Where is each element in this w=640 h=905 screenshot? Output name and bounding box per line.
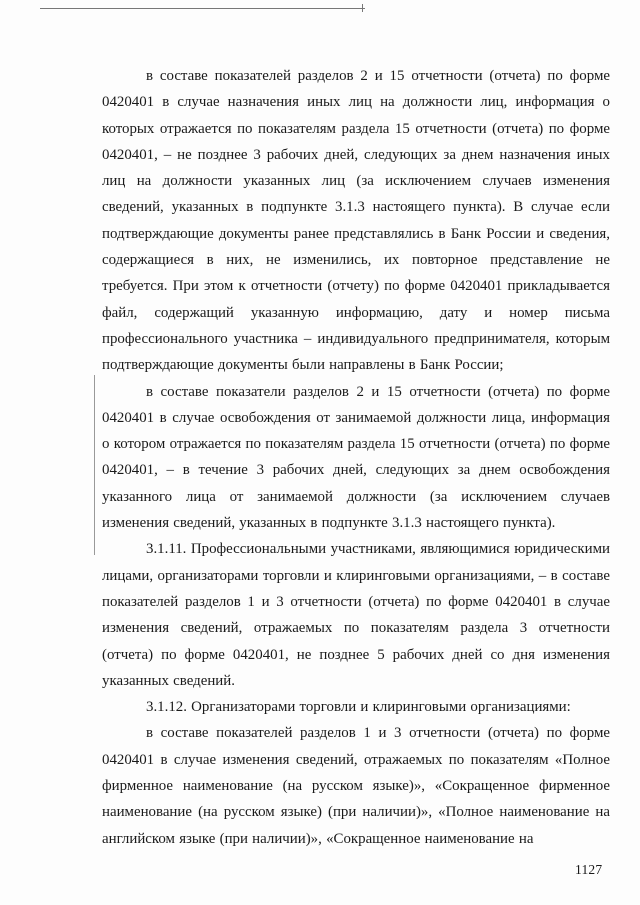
paragraph-2: в составе показатели разделов 2 и 15 отчетности (отчета) по форме 0420401 в случае освобождения от занимаемой должности лица, информация о котором отражается по показателям раздела 15 отчетности (отчета) по форме 0420401, – в течение 3 рабочих дней, следующих за днем освобождения указанного лица от занимаемой должности (за исключением случаев изменения сведений, указанных в подпункте 3.1.3 настоящего пункта).	[102, 383, 610, 532]
paragraph-5: в составе показателей разделов 1 и 3 отчетности (отчета) по форме 0420401 в случае изменения сведений, отражаемых по показателям «Полное фирменное наименование (на русском языке)», «Сокращенное фирменное наименование (на русском языке) (при наличии)», «Полное наименование на английском языке (при наличии)», «Сокращенное наименование на	[102, 725, 610, 847]
document-body	[102, 63, 610, 852]
page-number: 1127	[575, 862, 603, 877]
paragraph-1: в составе показателей разделов 2 и 15 отчетности (отчета) по форме 0420401 в случае назначения иных лиц на должности лиц, информация о которых отражается по показателям раздела 15 отчетности (отчета) по форме 0420401, – не позднее 3 рабочих дней, следующих за днем назначения иных лиц на должности указанных лиц (за исключением случаев изменения сведений, указанных в подпункте 3.1.3 настоящего пункта). В случае если подтверждающие документы ранее представлялись в Банк России и сведения, содержащиеся в них, не изменились, их повторное представление не требуется. При этом к отчетности (отчету) по форме 0420401 прикладывается файл, содержащий указанную информацию, дату и номер письма профессионального участника – индивидуального предпринимателя, которым подтверждающие документы были направлены в Банк России;	[102, 68, 610, 374]
margin-mark	[94, 375, 95, 555]
top-rule-tick	[356, 4, 363, 12]
top-rule	[40, 8, 365, 9]
paragraph-3: 3.1.11. Профессиональными участниками, являющимися юридическими лицами, организаторами торговли и клиринговыми организациями, – в составе показателей разделов 1 и 3 отчетности (отчета) по форме 0420401 в случае изменения сведений, отражаемых по показателям раздела 3 отчетности (отчета) по форме 0420401, не позднее 5 рабочих дней со дня изменения указанных сведений.	[102, 541, 610, 689]
paragraph-4: 3.1.12. Организаторами торговли и клиринговыми организациями:	[146, 699, 571, 716]
